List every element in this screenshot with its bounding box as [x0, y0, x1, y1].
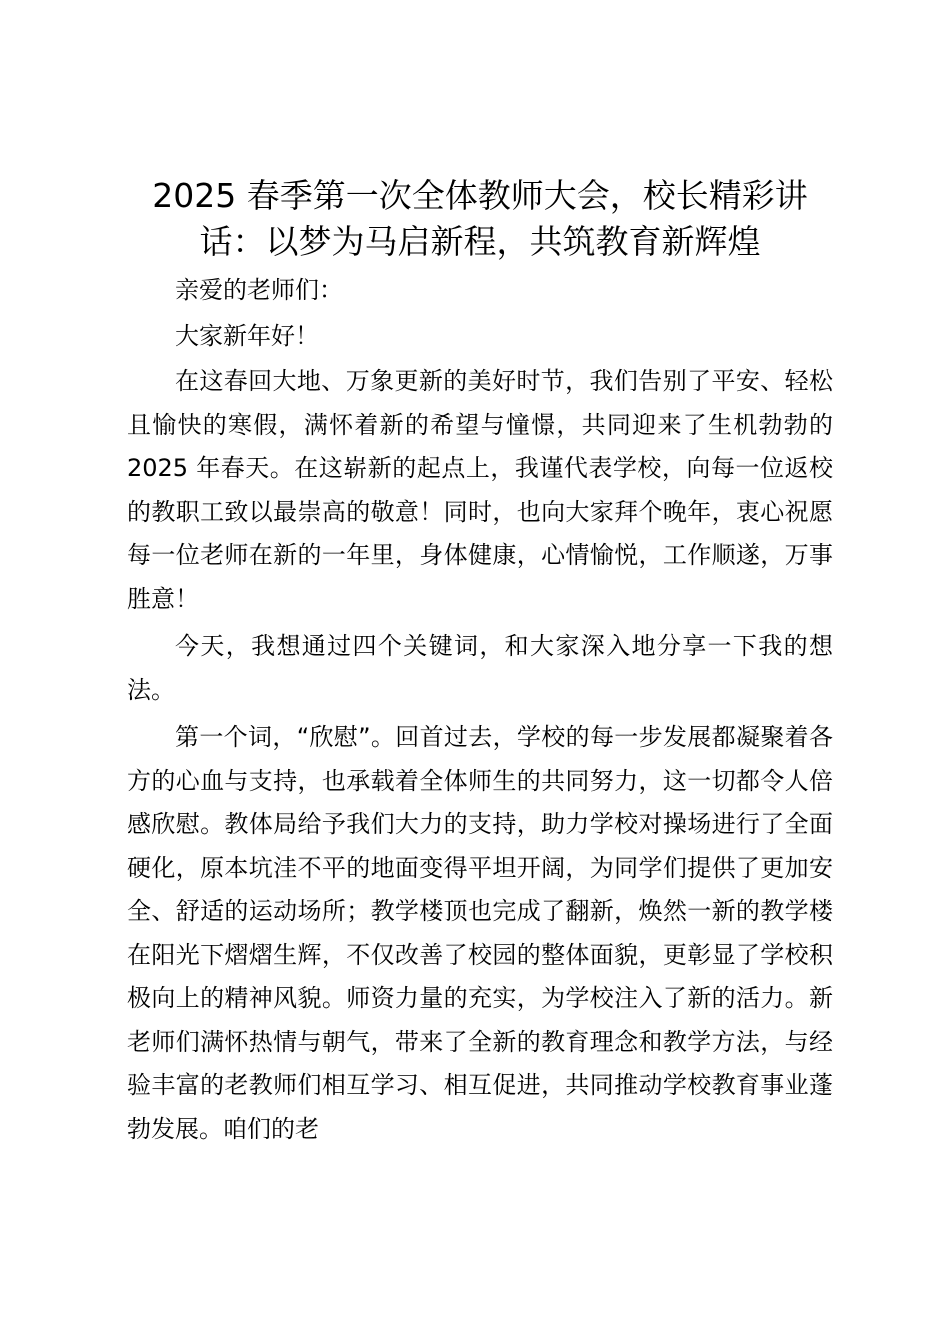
paragraph-salutation: 亲爱的老师们： — [175, 276, 343, 304]
document-body — [127, 173, 833, 1153]
paragraph-greeting: 大家新年好！ — [175, 321, 319, 350]
paragraph-opening: 在这春回大地、万象更新的美好时节，我们告别了平安、轻松且愉快的寒假，满怀着新的希望与憧憬，共同迎来了生机勃勃的 2025 年春天。在这崭新的起点上，我谨代表学校，向每一位返校的教职工致以最崇高的敬意！同时，也向大家拜个晚年，衷心祝愿每一位老师在新的一年里，身体健康，心情愉悦，工作顺遂，万事胜意！ — [127, 367, 833, 613]
paragraph-intro-keywords: 今天，我想通过四个关键词，和大家深入地分享一下我的想法。 — [127, 632, 833, 704]
document-title: 2025 春季第一次全体教师大会，校长精彩讲话：以梦为马启新程，共筑教育新辉煌 — [152, 176, 808, 261]
paragraph-keyword-1: 第一个词，“欣慰”。回首过去，学校的每一步发展都凝聚着各方的心血与支持，也承载着全体师生的共同努力，这一切都令人倍感欣慰。教体局给予我们大力的支持，助力学校对操场进行了全面硬化，原本坑洼不平的地面变得平坦开阔，为同学们提供了更加安全、舒适的运动场所；教学楼顶也完成了翻新，焕然一新的教学楼在阳光下熠熠生辉，不仅改善了校园的整体面貌，更彰显了学校积极向上的精神风貌。师资力量的充实，为学校注入了新的活力。新老师们满怀热情与朝气，带来了全新的教育理念和教学方法，与经验丰富的老教师们相互学习、相互促进，共同推动学校教育事业蓬勃发展。咱们的老 — [127, 723, 833, 1143]
